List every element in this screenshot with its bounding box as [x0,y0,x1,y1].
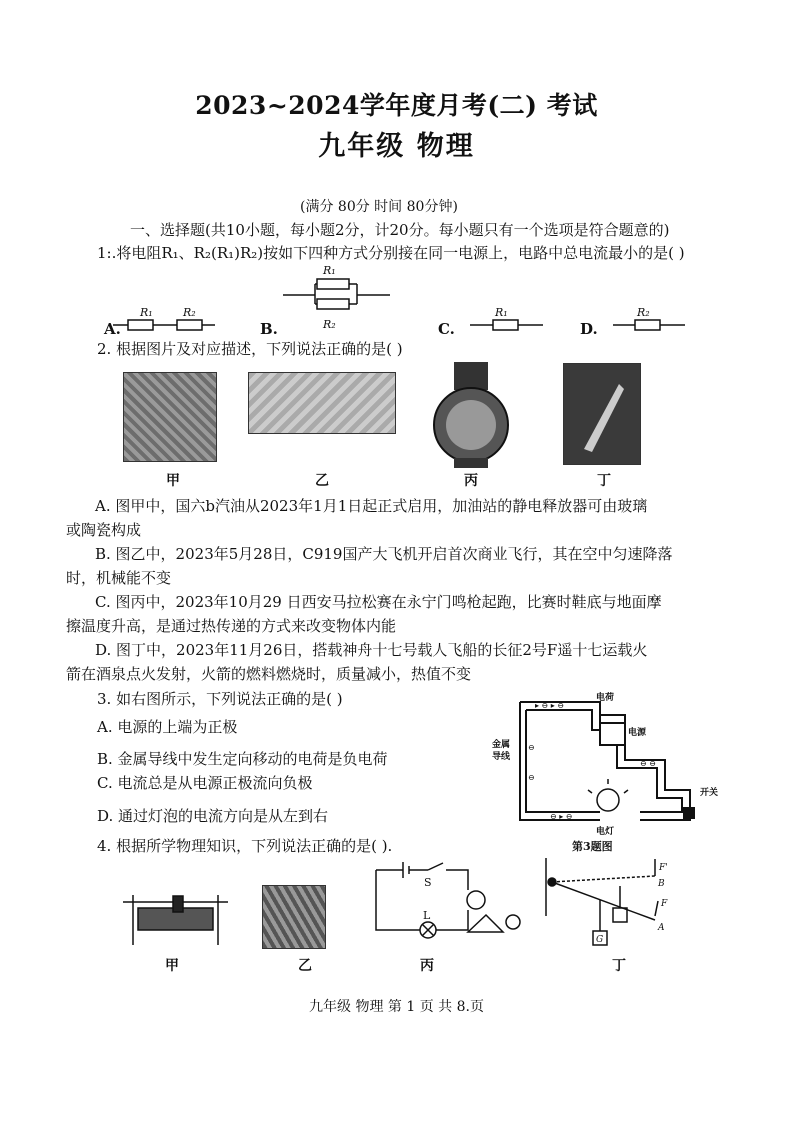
q2-option-d-line1: D. 图丁中，2023年11月26日，搭载神舟十七号载人飞船的长征2号F遥十七运载火 [95,641,648,659]
q4-switch-label: S [424,876,432,889]
q2-option-a-line2: 或陶瓷构成 [66,521,142,539]
q1-b-r2: R₂ [323,318,336,331]
q3-figure-caption: 第3题图 [572,840,613,853]
svg-text:⊖: ⊖ [528,743,535,752]
q2-option-b-line1: B. 图乙中，2023年5月28日，C919国产大飞机开启首次商业飞行，其在空中匀速降落 [95,545,673,563]
q3-option-c: C. 电流总是从电源正极流向负极 [97,774,313,792]
q3-label-switch: 开关 [700,788,719,798]
q4-stem: 4. 根据所学物理知识，下列说法正确的是( ). [97,837,393,855]
q2-option-d-line2: 箭在酒泉点火发射，火箭的燃料燃烧时，质量减小，热值不变 [66,665,472,683]
q2-option-a-line1: A. 图甲中，国六b汽油从2023年1月1日起正式启用，加油站的静电释放器可由玻璃 [95,497,648,515]
q4-fig-bing: 丙 [420,958,434,974]
q4-lever-g: G [596,935,604,945]
q3-label-source: 电源 [628,728,647,738]
q1-option-a: A. [104,320,121,338]
q2-fig-ding: 丁 [597,473,611,489]
q2-photo-ding [563,363,641,465]
q3-label-charge: 电荷 [596,693,615,703]
q2-option-c-line2: 擦温度升高，是通过热传递的方式来改变物体内能 [66,617,397,635]
svg-text:⊖ ▸ ⊖: ⊖ ▸ ⊖ [550,812,573,821]
q3-label-wire1: 金属 [492,740,511,750]
q2-photo-bing-watch [430,360,510,468]
q4-fig-jia-rheostat [118,880,233,950]
svg-text:⊖ ⊖: ⊖ ⊖ [640,759,656,768]
q4-fig-yi: 乙 [298,958,312,974]
q3-circuit-figure [490,690,730,855]
q4-lever-a: A [658,923,665,933]
q3-label-lamp: 电灯 [596,827,615,837]
page-footer: 九年级 物理 第 1 页 共 8.页 [309,999,484,1015]
q1-a-r2: R₂ [183,306,196,319]
section-heading: 一、选择题(共10小题，每小题2分，计20分。每小题只有一个选项是符合题意的) [130,221,670,239]
svg-text:▸ ⊖ ▸ ⊖: ▸ ⊖ ▸ ⊖ [535,701,565,710]
q2-photo-yi [248,372,396,434]
q4-lever-f1: F' [659,863,668,873]
exam-subtitle: 九年级 物理 [318,131,475,162]
q1-stem: 1:.将电阻R₁、R₂(R₁)R₂)按如下四种方式分别接在同一电源上，电路中总电流最小的是( ) [97,244,685,262]
q3-option-a: A. 电源的上端为正极 [97,718,238,736]
q2-fig-yi: 乙 [315,473,329,489]
q3-lamp-icon [588,779,628,811]
q2-photo-jia [123,372,217,462]
q4-fig-ding: 丁 [612,958,626,974]
q3-label-wire2: 导线 [492,752,511,762]
q1-c-r1: R₁ [495,306,508,319]
exam-title: 2023~2024学年度月考(二) 考试 [195,91,598,120]
q2-fig-bing: 丙 [464,473,478,489]
q2-option-c-line1: C. 图丙中，2023年10月29 日西安马拉松赛在永宁门鸣枪起跑，比赛时鞋底与地面摩 [95,593,662,611]
q4-fig-ding-lever [540,856,680,956]
q1-option-b: B. [260,320,278,338]
q2-option-b-line2: 时，机械能不变 [66,569,172,587]
svg-text:⊖: ⊖ [528,773,535,782]
q1-option-c: C. [438,320,455,338]
q1-option-d: D. [580,320,598,338]
q4-fig-bing-circuit [368,860,528,950]
q1-circuit-options [95,262,695,344]
q4-photo-yi [262,885,326,949]
q1-d-r2: R₂ [637,306,650,319]
q1-a-r1: R₁ [140,306,153,319]
q3-option-b: B. 金属导线中发生定向移动的电荷是负电荷 [97,750,388,768]
q4-lever-b: B [658,879,665,889]
q4-fig-jia: 甲 [165,958,179,974]
q2-fig-jia: 甲 [166,473,180,489]
q3-option-d: D. 通过灯泡的电流方向是从左到右 [97,807,329,825]
q2-stem: 2. 根据图片及对应描述，下列说法正确的是( ) [97,340,403,358]
exam-meta: (满分 80分 时间 80分钟) [300,199,458,215]
q4-lamp-label: L [423,909,431,922]
q1-b-r1: R₁ [323,264,336,277]
q3-stem: 3. 如右图所示，下列说法正确的是( ) [97,690,343,708]
q4-lever-f: F [661,899,668,909]
